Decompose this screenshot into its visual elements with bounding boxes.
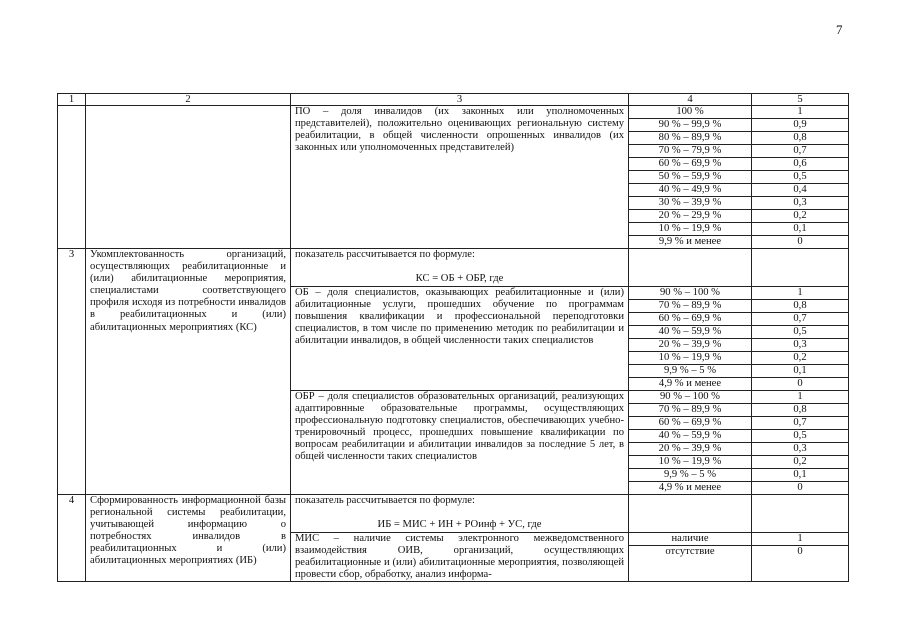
po-range: 30 % – 39,9 % — [629, 197, 752, 210]
ob-score: 0 — [752, 378, 849, 391]
row3-empty-score — [752, 249, 849, 287]
ob-range: 60 % – 69,9 % — [629, 313, 752, 326]
header-col-3: 3 — [291, 94, 629, 106]
header-col-2: 2 — [86, 94, 291, 106]
po-score: 0,3 — [752, 197, 849, 210]
mis-score: 0 — [752, 546, 849, 582]
obr-range: 9,9 % – 5 % — [629, 469, 752, 482]
header-col-1: 1 — [58, 94, 86, 106]
row4-formula: ИБ = МИС + ИН + РОинф + УС, где — [377, 519, 542, 531]
row4-empty-score — [752, 495, 849, 533]
obr-range: 90 % – 100 % — [629, 391, 752, 404]
ob-score: 1 — [752, 287, 849, 300]
ob-score: 0,3 — [752, 339, 849, 352]
header-col-5: 5 — [752, 94, 849, 106]
po-score: 0,7 — [752, 145, 849, 158]
obr-range: 60 % – 69,9 % — [629, 417, 752, 430]
ob-range: 10 % – 19,9 % — [629, 352, 752, 365]
row-continued-name — [86, 106, 291, 249]
row4-formula-intro: показатель рассчитывается по формуле: — [295, 495, 475, 506]
po-score: 0,1 — [752, 223, 849, 236]
mis-score: 1 — [752, 533, 849, 546]
mis-range: наличие — [629, 533, 752, 546]
row3-indicator-name: Укомплектованность организаций, осуществляющих реабилитационные и (или) абилитационные мероприятия, специалистами соответствующего профиля исходя из потребности инвалидов в реабилитационных и (или) абилитационных мероприятиях (КС) — [86, 249, 291, 495]
po-range: 50 % – 59,9 % — [629, 171, 752, 184]
obr-range: 10 % – 19,9 % — [629, 456, 752, 469]
row4-number: 4 — [58, 495, 86, 582]
row3-formula-intro: показатель рассчитывается по формуле: — [295, 249, 475, 260]
ob-range: 4,9 % и менее — [629, 378, 752, 391]
po-score: 0,6 — [752, 158, 849, 171]
page-number: 7 — [836, 22, 843, 37]
obr-range: 70 % – 89,9 % — [629, 404, 752, 417]
po-score: 0,9 — [752, 119, 849, 132]
header-col-4: 4 — [629, 94, 752, 106]
ob-range: 20 % – 39,9 % — [629, 339, 752, 352]
po-range: 60 % – 69,9 % — [629, 158, 752, 171]
ob-score: 0,1 — [752, 365, 849, 378]
po-score: 0,5 — [752, 171, 849, 184]
obr-score: 0,3 — [752, 443, 849, 456]
obr-score: 0,8 — [752, 404, 849, 417]
row4-empty-range — [629, 495, 752, 533]
po-range: 80 % – 89,9 % — [629, 132, 752, 145]
ob-range: 90 % – 100 % — [629, 287, 752, 300]
obr-range: 20 % – 39,9 % — [629, 443, 752, 456]
po-range: 9,9 % и менее — [629, 236, 752, 249]
po-score: 1 — [752, 106, 849, 119]
row4-indicator-name: Сформированность информационной базы региональной системы реабилитации, учитывающей информацию о потребностях инвалидов в реабилитационных и (или) абилитационных мероприятиях (ИБ) — [86, 495, 291, 582]
po-range: 20 % – 29,9 % — [629, 210, 752, 223]
mis-range: отсутствие — [629, 546, 752, 582]
criteria-table — [57, 93, 849, 582]
mis-description: МИС – наличие системы электронного межведомственного взаимодействия ОИВ, организаций, осуществляющих реабилитационные и (или) абилитационные мероприятия, позволяющей провести сбор, обработку, анализ информа- — [291, 533, 629, 582]
ob-range: 70 % – 89,9 % — [629, 300, 752, 313]
header-row — [58, 94, 849, 106]
obr-score: 1 — [752, 391, 849, 404]
ob-score: 0,7 — [752, 313, 849, 326]
po-range: 10 % – 19,9 % — [629, 223, 752, 236]
po-score: 0 — [752, 236, 849, 249]
ob-score: 0,2 — [752, 352, 849, 365]
ob-description: ОБ – доля специалистов, оказывающих реабилитационные и (или) абилитационные услуги, прошедших обучение по программам повышения квалификации и профессиональной переподготовки специалистов, в том числе по применению методик по реабилитации и абилитации инвалидов, в общей численности таких специалистов — [291, 287, 629, 391]
obr-score: 0,5 — [752, 430, 849, 443]
row4-formula-cell — [291, 495, 629, 533]
row3-empty-range — [629, 249, 752, 287]
ob-score: 0,8 — [752, 300, 849, 313]
row3-formula: КС = ОБ + ОБР, где — [415, 273, 504, 285]
obr-score: 0,2 — [752, 456, 849, 469]
obr-range: 4,9 % и менее — [629, 482, 752, 495]
obr-score: 0,7 — [752, 417, 849, 430]
row3-formula-cell — [291, 249, 629, 287]
po-score: 0,4 — [752, 184, 849, 197]
obr-description: ОБР – доля специалистов образовательных организаций, реализующих адаптировнные образовательные программы, осуществляющих профессиональную подготовку специалистов, обеспечивающих учебно-тренировочный процесс, прошедших повышение квалификации по вопросам реабилитации и абилитации инвалидов за последние 5 лет, в общей численности таких специалистов — [291, 391, 629, 495]
obr-score: 0,1 — [752, 469, 849, 482]
po-description: ПО – доля инвалидов (их законных или уполномоченных представителей), положительно оценивающих региональную систему реабилитации, в общей численности опрошенных инвалидов (их законных или уполномоченных представителей) — [291, 106, 629, 249]
po-score: 0,8 — [752, 132, 849, 145]
po-score: 0,2 — [752, 210, 849, 223]
po-range: 100 % — [629, 106, 752, 119]
ob-range: 40 % – 59,9 % — [629, 326, 752, 339]
obr-range: 40 % – 59,9 % — [629, 430, 752, 443]
row3-number: 3 — [58, 249, 86, 495]
po-range: 40 % – 49,9 % — [629, 184, 752, 197]
po-range: 90 % – 99,9 % — [629, 119, 752, 132]
row-continued-num — [58, 106, 86, 249]
obr-score: 0 — [752, 482, 849, 495]
ob-range: 9,9 % – 5 % — [629, 365, 752, 378]
po-range: 70 % – 79,9 % — [629, 145, 752, 158]
ob-score: 0,5 — [752, 326, 849, 339]
